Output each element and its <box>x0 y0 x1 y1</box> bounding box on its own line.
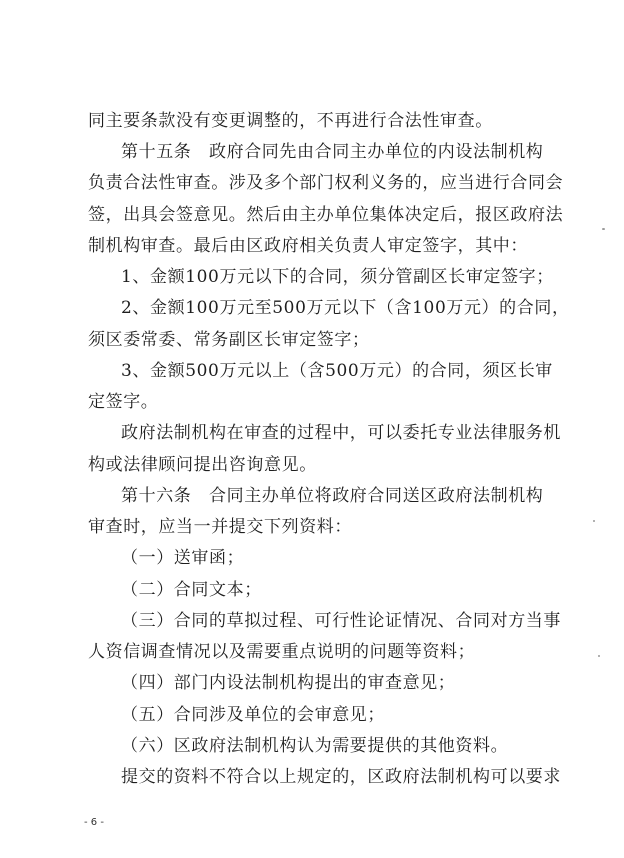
text-line-1: 同主要条款没有变更调整的，不再进行合法性审查。 <box>88 111 493 131</box>
list-item-2: 2、金额100万元至500万元以下（含100万元）的合同， <box>121 298 570 318</box>
article-16-heading-line: 第十六条 合同主办单位将政府合同送区政府法制机构 <box>121 486 544 506</box>
paragraph-line-continuation: 构或法律顾问提出咨询意见。 <box>88 455 317 475</box>
paragraph-line: 政府法制机构在审查的过程中，可以委托专业法律服务机 <box>121 423 561 443</box>
text-line-5: 制机构审查。最后由区政府相关负责人审定签字，其中： <box>88 236 528 256</box>
material-item-6: （六）区政府法制机构认为需要提供的其他资料。 <box>121 736 509 756</box>
page-number: - 6 - <box>84 817 104 828</box>
text-line-14: 审查时，应当一并提交下列资料： <box>88 517 352 537</box>
scan-speck <box>593 520 595 522</box>
scan-speck <box>602 228 605 230</box>
material-item-5: （五）合同涉及单位的会审意见； <box>121 705 385 725</box>
material-item-3-continuation: 人资信调查情况以及需要重点说明的问题等资料； <box>88 642 476 662</box>
material-item-1: （一）送审函； <box>121 548 245 568</box>
list-item-3: 3、金额500万元以上（含500万元）的合同，须区长审 <box>121 361 553 381</box>
list-item-2-continuation: 须区委常委、常务副区长审定签字； <box>88 330 370 350</box>
text-line-3: 负责合法性审查。涉及多个部门权利义务的，应当进行合同会 <box>88 173 564 193</box>
text-line-22: 提交的资料不符合以上规定的，区政府法制机构可以要求 <box>121 767 561 787</box>
material-item-3: （三）合同的草拟过程、可行性论证情况、合同对方当事 <box>121 611 561 631</box>
article-15-heading-line: 第十五条 政府合同先由合同主办单位的内设法制机构 <box>121 142 544 162</box>
list-item-3-continuation: 定签字。 <box>88 392 159 412</box>
scan-speck <box>598 655 600 657</box>
list-item-1: 1、金额100万元以下的合同，须分管副区长审定签字； <box>121 267 554 287</box>
text-line-4: 签，出具会签意见。然后由主办单位集体决定后，报区政府法 <box>88 205 564 225</box>
material-item-4: （四）部门内设法制机构提出的审查意见； <box>121 673 456 693</box>
material-item-2: （二）合同文本； <box>121 580 262 600</box>
